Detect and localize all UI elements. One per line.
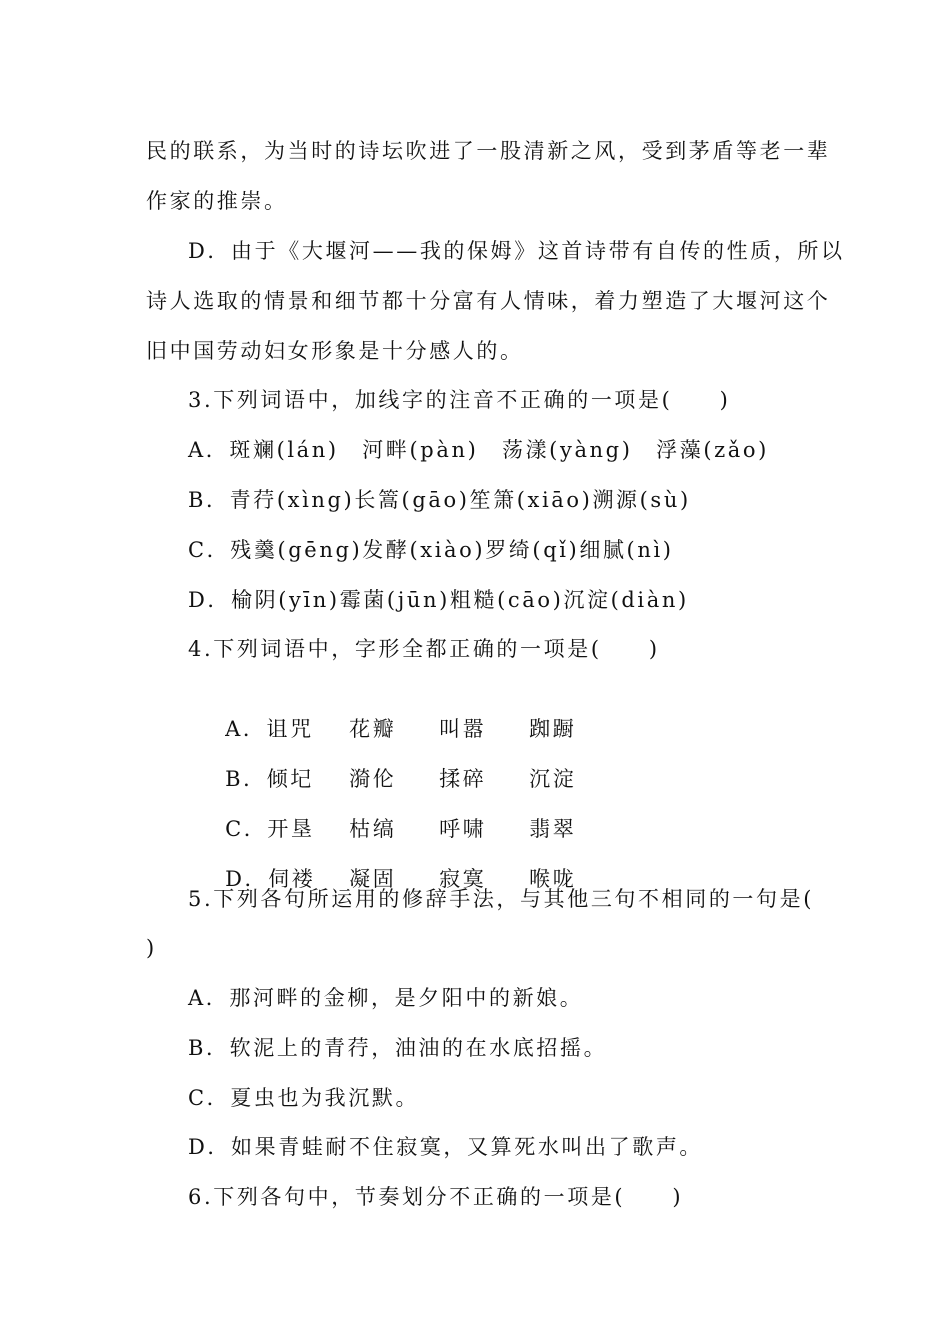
q4-a-word-4: 踟蹰 [529, 717, 577, 741]
q4-a-word-2: 花瓣 [349, 717, 397, 741]
text-line: 旧中国劳动妇女形象是十分感人的。 [146, 339, 524, 363]
q4-c-word-1: C．开垦 [225, 817, 315, 841]
q4-a-word-1: A．诅咒 [225, 717, 314, 741]
q3-option-c: C．残羹(gēng)发酵(xiào)罗绮(qǐ)细腻(nì) [188, 538, 674, 562]
q5-option-d: D．如果青蛙耐不住寂寞，又算死水叫出了歌声。 [188, 1135, 704, 1159]
q3-option-d: D．榆阴(yīn)霉菌(jūn)粗糙(cāo)沉淀(diàn) [188, 588, 689, 612]
q5-option-c: C．夏虫也为我沉默。 [188, 1086, 420, 1110]
q5-option-a: A．那河畔的金柳，是夕阳中的新娘。 [188, 986, 584, 1010]
q4-d-word-4: 喉咙 [529, 867, 577, 891]
question-6: 6.下列各句中，节奏划分不正确的一项是( ) [188, 1185, 684, 1209]
q4-d-word-2: 凝固 [349, 867, 397, 891]
q5-option-b: B．软泥上的青荇，油油的在水底招摇。 [188, 1036, 608, 1060]
q4-d-word-3: 寂寞 [439, 867, 487, 891]
question-5: 5.下列各句所运用的修辞手法，与其他三句不相同的一句是( [188, 887, 815, 911]
q4-d-word-1: D．伺褛 [225, 867, 316, 891]
q3-option-a: A．斑斓(lán) 河畔(pàn) 荡漾(yàng) 浮藻(zǎo) [188, 438, 769, 462]
text-line: 民的联系，为当时的诗坛吹进了一股清新之风，受到茅盾等老一辈 [146, 139, 831, 163]
text-line: 作家的推崇。 [146, 189, 288, 213]
question-4: 4.下列词语中，字形全都正确的一项是( ) [188, 637, 660, 661]
option-d-text: D．由于《大堰河——我的保姆》这首诗带有自传的性质，所以 [188, 239, 845, 263]
q4-a-word-3: 叫嚣 [439, 717, 487, 741]
text-line: 诗人选取的情景和细节都十分富有人情味，着力塑造了大堰河这个 [146, 289, 831, 313]
q4-b-word-3: 揉碎 [439, 767, 487, 791]
question-3: 3.下列词语中，加线字的注音不正确的一项是( ) [188, 388, 731, 412]
q3-option-b: B．青荇(xìng)长篙(gāo)笙箫(xiāo)溯源(sù) [188, 488, 691, 512]
q4-c-word-4: 翡翠 [529, 817, 577, 841]
q4-c-word-3: 呼啸 [439, 817, 487, 841]
q4-b-word-2: 漪伦 [349, 767, 397, 791]
question-5-continued: ) [146, 936, 157, 960]
q4-b-word-1: B．倾圮 [225, 767, 314, 791]
q4-c-word-2: 枯缟 [349, 817, 397, 841]
q4-b-word-4: 沉淀 [529, 767, 577, 791]
